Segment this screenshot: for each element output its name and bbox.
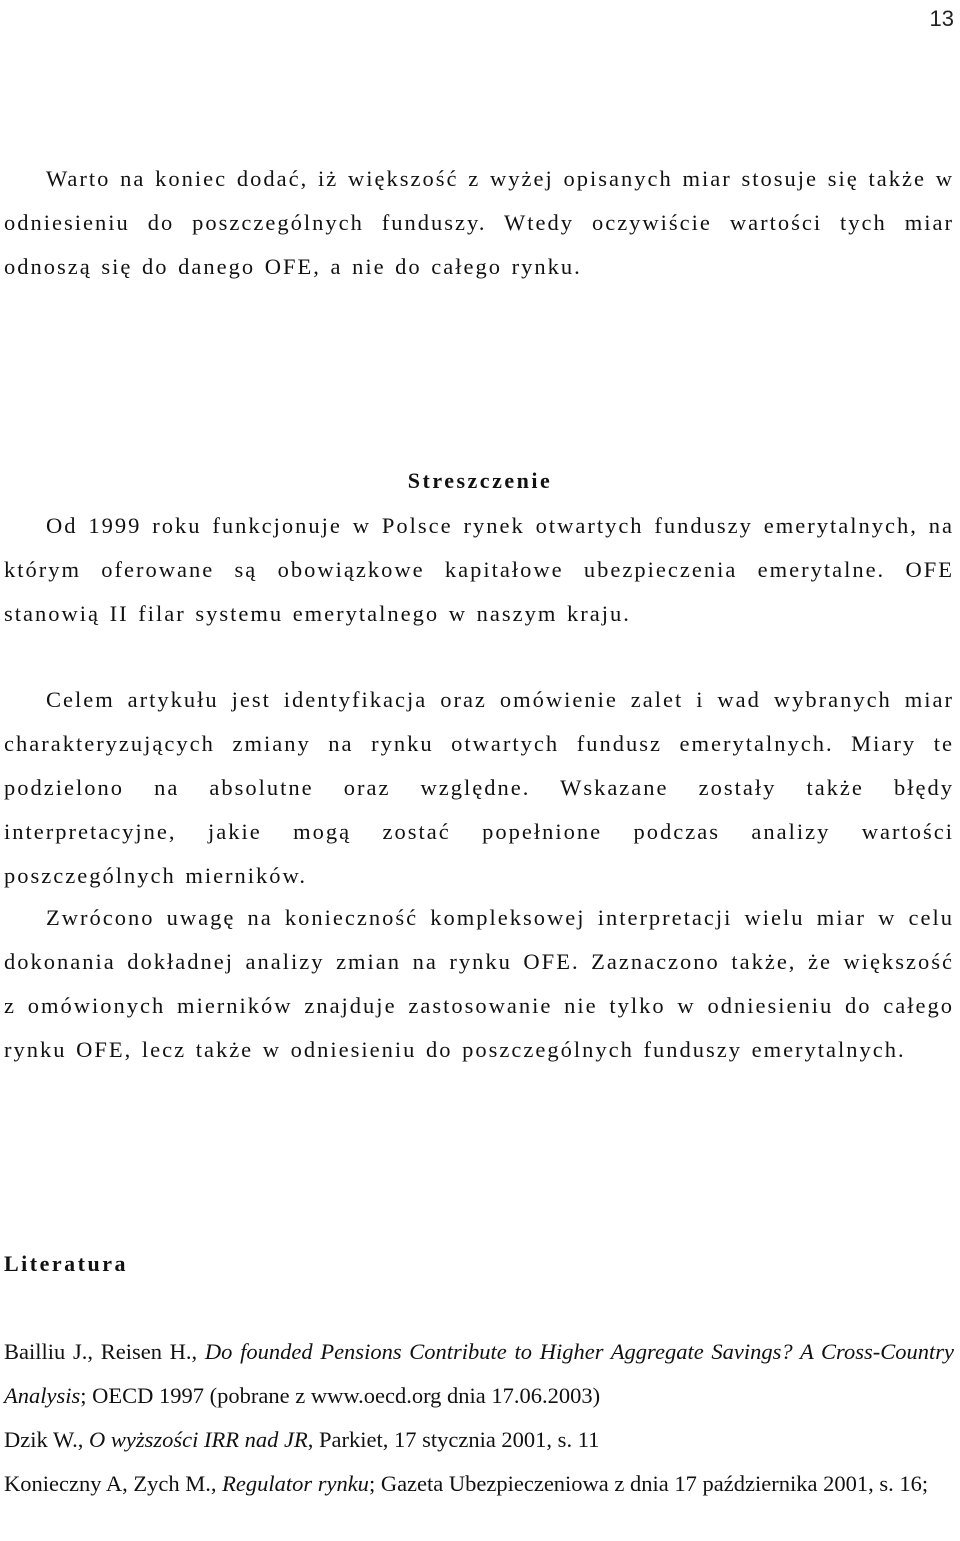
page-number: 13 xyxy=(929,6,954,31)
reference-authors: Bailliu J., Reisen H., xyxy=(4,1339,205,1364)
reference-item xyxy=(4,1418,954,1462)
reference-title: Do founded Pensions Contribute to Higher Aggregate Savings? A Cross-Country Analysis xyxy=(4,1339,954,1408)
summary-paragraph-3: Zwrócono uwagę na konieczność kompleksowej interpretacji wielu miar w celu dokonania dokładnej analizy zmian na rynku OFE. Zaznaczono także, że większość z omówionych mierników znajduje zastosowanie nie tylko w odniesieniu do całego rynku OFE, lecz także w odniesieniu do poszczególnych funduszy emerytalnych. xyxy=(4,905,954,1062)
summary-paragraph-2: Celem artykułu jest identyfikacja oraz omówienie zalet i wad wybranych miar charakteryzujących zmiany na rynku otwartych fundusz emerytalnych. Miary te podzielono na absolutne oraz względne. Wskazane zostały także błędy interpretacyjne, jakie mogą zostać popełnione podczas analizy wartości poszczególnych mierników. xyxy=(4,687,954,888)
reference-details: ; OECD 1997 (pobrane z www.oecd.org dnia 17.06.2003) xyxy=(80,1383,601,1408)
summary-paragraph-1: Od 1999 roku funkcjonuje w Polsce rynek otwartych funduszy emerytalnych, na którym oferowane są obowiązkowe kapitałowe ubezpieczenia emerytalne. OFE stanowią II filar systemu emerytalnego w naszym kraju. xyxy=(4,513,954,626)
reference-title: O wyższości IRR nad JR xyxy=(89,1427,308,1452)
reference-item xyxy=(4,1462,954,1506)
reference-details: , Parkiet, 17 stycznia 2001, s. 11 xyxy=(307,1427,600,1452)
intro-paragraph: Warto na koniec dodać, iż większość z wyżej opisanych miar stosuje się także w odniesieniu do poszczególnych funduszy. Wtedy oczywiście wartości tych miar odnoszą się do danego OFE, a nie do całego rynku. xyxy=(4,166,954,279)
reference-authors: Konieczny A, Zych M., xyxy=(4,1471,223,1496)
summary-heading: Streszczenie xyxy=(407,468,553,493)
reference-item xyxy=(4,1330,954,1418)
literature-heading: Literatura xyxy=(4,1251,128,1276)
reference-authors: Dzik W., xyxy=(4,1427,90,1452)
reference-details: ; Gazeta Ubezpieczeniowa z dnia 17 października 2001, s. 16; xyxy=(368,1471,929,1496)
reference-title: Regulator rynku xyxy=(222,1471,369,1496)
